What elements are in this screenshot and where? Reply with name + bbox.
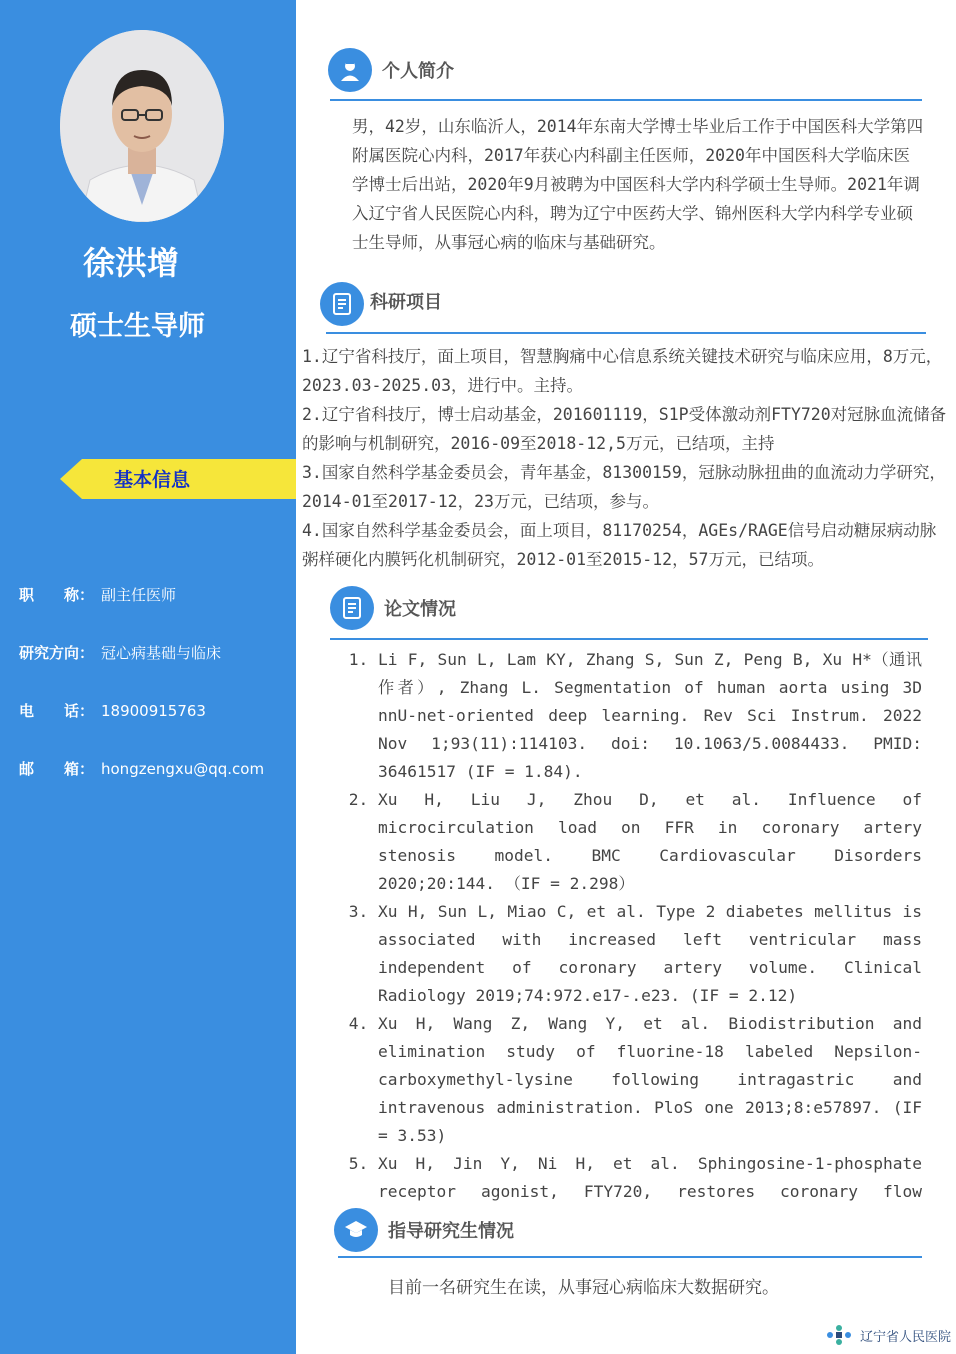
avatar	[60, 30, 224, 222]
section-papers-header	[330, 586, 930, 632]
section-divider	[330, 638, 928, 640]
paper-item: 2. Xu H, Liu J, Zhou D, et al. Influence of microcirculation load on FFR in coronary artery stenosis model. BMC Cardiovascular Disorders 2020;20:144. （IF = 2.298）	[378, 786, 922, 898]
person-name: 徐洪增	[83, 244, 180, 282]
person-title: 硕士生导师	[70, 311, 205, 342]
portrait-photo	[60, 30, 224, 222]
section-divider	[326, 332, 926, 334]
graduation-cap-icon	[334, 1208, 378, 1252]
info-value: hongzengxu@qq.com	[101, 760, 265, 778]
paper-item: 5. Xu H, Jin Y, Ni H, et al. Sphingosine-1-phosphate receptor agonist, FTY720, restores coronary flow	[378, 1150, 922, 1202]
project-item: 2.辽宁省科技厅，博士启动基金，201601119，S1P受体激动剂FTY720对冠脉血流储备的影响与机制研究，2016-09至2018-12,5万元，已结项，主持	[302, 405, 947, 453]
info-row-research	[19, 642, 221, 663]
info-row-phone	[19, 700, 206, 721]
hospital-logo-icon	[826, 1324, 852, 1346]
info-value: 18900915763	[101, 702, 206, 720]
section-intro-header	[328, 48, 928, 94]
hospital-logo-text: 辽宁省人民医院	[860, 1330, 952, 1345]
basic-info-tab	[60, 459, 296, 499]
section-divider	[330, 99, 922, 101]
info-row-title	[19, 584, 176, 605]
project-item: 3.国家自然科学基金委员会，青年基金，81300159，冠脉动脉扭曲的血流动力学研究，2014-01至2017-12，23万元，已结项，参与。	[302, 463, 946, 511]
papers-list	[346, 646, 922, 1202]
projects-list	[302, 342, 950, 574]
section-students-title: 指导研究生情况	[388, 1221, 514, 1242]
info-row-email	[19, 758, 264, 779]
info-key: 邮 箱：	[19, 760, 95, 778]
section-students-header	[334, 1208, 934, 1254]
intro-text: 男，42岁，山东临沂人，2014年东南大学博士毕业后工作于中国医科大学第四附属医院心内科，2017年获心内科副主任医师，2020年中国医科大学临床医学博士后出站，2020年9月被聘为中国医科大学内科学硕士生导师。2021年调入辽宁省人民医院心内科，聘为辽宁中医药大学、锦州医科大学内科学专业硕士生导师，从事冠心病的临床与基础研究。	[352, 117, 924, 252]
project-item: 4.国家自然科学基金委员会，面上项目，81170254，AGEs/RAGE信号启动糖尿病动脉粥样硬化内膜钙化机制研究，2012-01至2015-12，57万元，已结项。	[302, 521, 937, 569]
paper-item: 3. Xu H, Sun L, Miao C, et al. Type 2 diabetes mellitus is associated with increased left ventricular mass independent of coronary artery volume. Clinical Radiology 2019;74:972.e17-.e23. (IF = 2.12)	[378, 898, 922, 1010]
info-key: 研究方向：	[19, 644, 95, 662]
info-key: 职 称：	[19, 586, 95, 604]
students-text: 目前一名研究生在读，从事冠心病临床大数据研究。	[388, 1278, 779, 1298]
info-value: 副主任医师	[101, 586, 177, 604]
basic-info-label: 基本信息	[114, 469, 191, 491]
sidebar	[0, 0, 296, 1354]
hospital-logo	[826, 1324, 952, 1348]
section-intro-title: 个人简介	[382, 61, 454, 82]
section-divider	[338, 1256, 922, 1258]
paper-item: 1. Li F, Sun L, Lam KY, Zhang S, Sun Z, Peng B, Xu H*（通讯作者）, Zhang L. Segmentation of human aorta using 3D nnU-net-oriented deep learning. Rev Sci Instrum. 2022 Nov 1;93(11):114103. doi: 10.1063/5.0084433. PMID: 36461517 (IF = 1.84).	[378, 646, 922, 786]
section-projects-header	[320, 282, 920, 328]
info-key: 电 话：	[19, 702, 95, 720]
info-value: 冠心病基础与临床	[101, 644, 222, 662]
project-item: 1.辽宁省科技厅，面上项目，智慧胸痛中心信息系统关键技术研究与临床应用，8万元，2023.03-2025.03，进行中。主持。	[302, 347, 943, 395]
document-icon	[330, 586, 374, 630]
paper-item: 4. Xu H, Wang Z, Wang Y, et al. Biodistribution and elimination study of fluorine-18 labeled Nepsilon-carboxymethyl-lysine following intragastric and intravenous administration. PloS one 2013;8:e57897. (IF = 3.53)	[378, 1010, 922, 1150]
section-papers-title: 论文情况	[384, 599, 456, 620]
document-icon	[320, 282, 364, 326]
doctor-icon	[328, 48, 372, 92]
section-projects-title: 科研项目	[370, 292, 442, 313]
